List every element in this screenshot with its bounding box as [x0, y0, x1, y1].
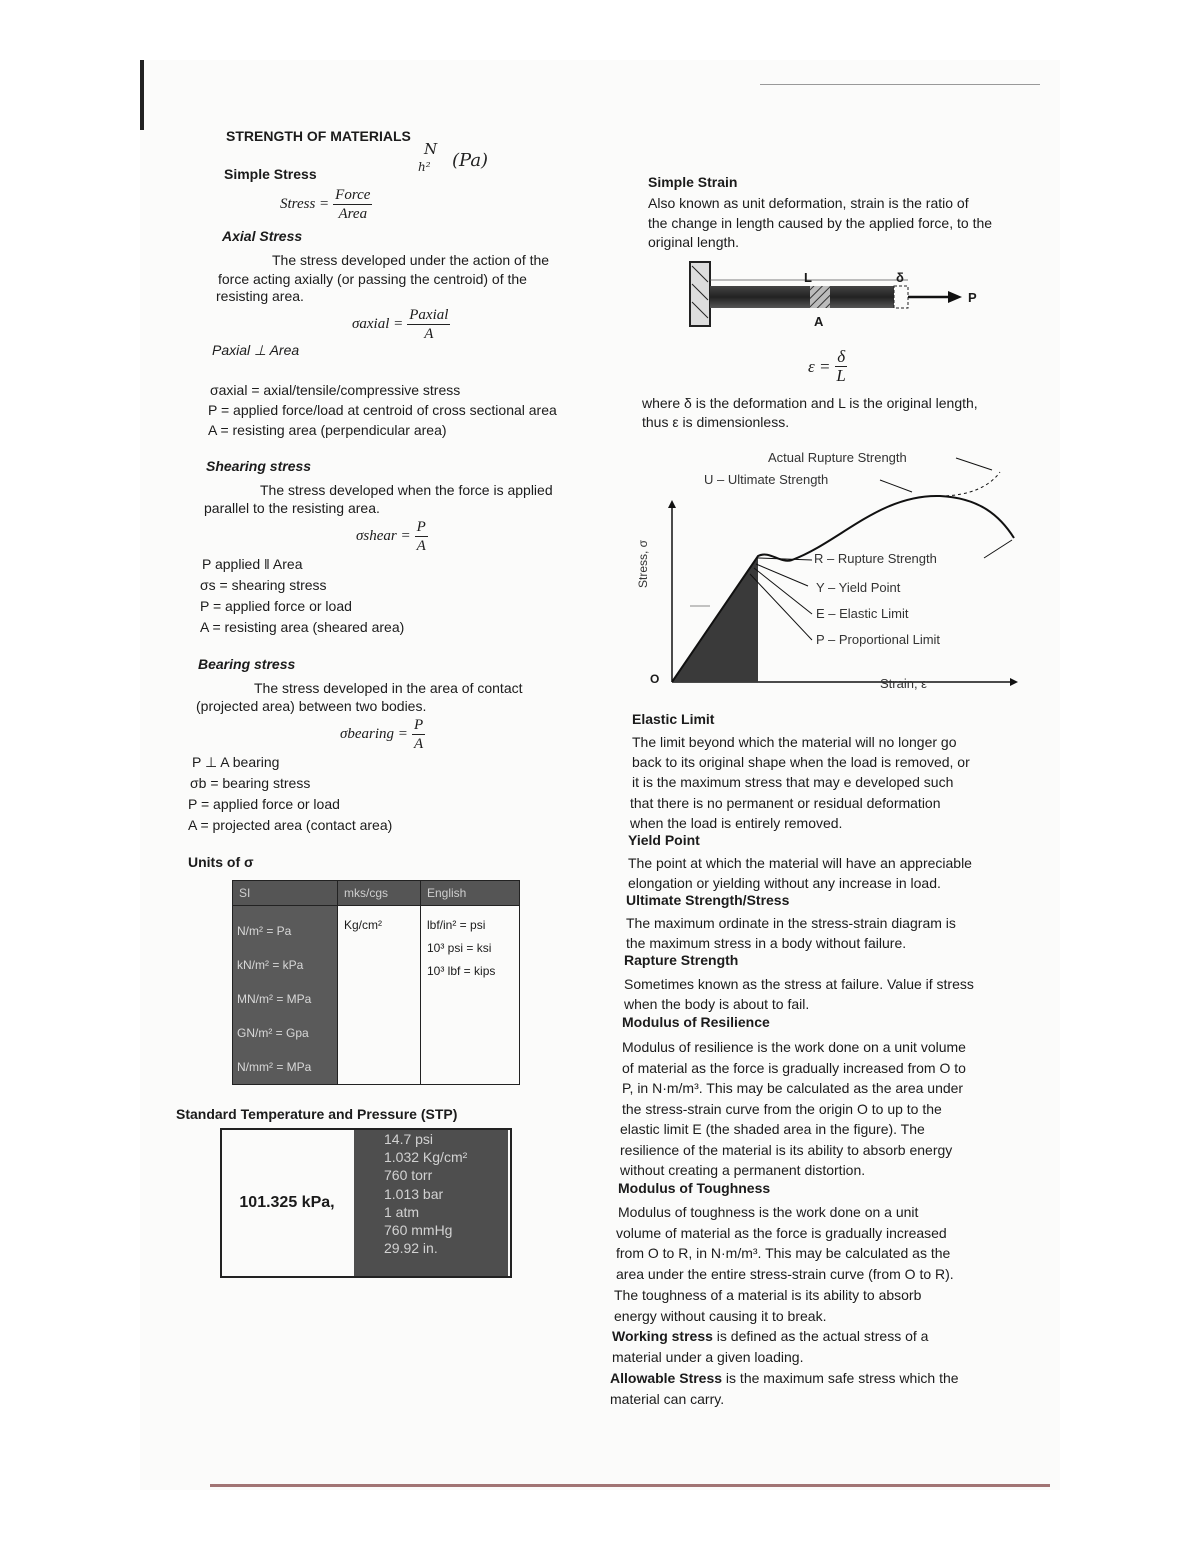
bar-section: [810, 286, 830, 308]
shear-def-3: P = applied force or load: [200, 598, 352, 614]
stp-box: [220, 1128, 512, 1278]
strain-formula-den: L: [836, 366, 846, 385]
units-header-english: English: [421, 881, 520, 906]
page-title: STRENGTH OF MATERIALS: [226, 128, 411, 144]
resilience-line-1: Modulus of resilience is the work done on a unit volume: [622, 1039, 966, 1055]
bearing-def-3: P = applied force or load: [188, 796, 340, 812]
x-axis-arrow-icon: [1010, 678, 1018, 686]
toughness-heading: Modulus of Toughness: [618, 1180, 771, 1196]
bar-label-P: P: [968, 290, 977, 305]
working-stress-term: Working stress: [612, 1328, 713, 1344]
bearing-def-2: σb = bearing stress: [190, 775, 311, 791]
resilience-line-5: elastic limit E (the shaded area in the figure). The: [620, 1121, 925, 1137]
binding-edge: [140, 60, 144, 130]
axial-def-1: σaxial = axial/tensile/compressive stress: [210, 382, 461, 398]
axial-perp: Paxial ⊥ Area: [212, 342, 300, 358]
yield-line-1: The point at which the material will have an appreciable: [628, 855, 972, 871]
label-elastic: E – Elastic Limit: [816, 606, 909, 621]
units-si-2: kN/m² = kPa: [237, 958, 304, 972]
stress-strain-diagram: [640, 446, 1030, 696]
allowable-stress-rest: is the maximum safe stress which the: [722, 1370, 959, 1386]
bearing-heading: Bearing stress: [198, 656, 296, 672]
y-axis-arrow-icon: [668, 500, 676, 508]
ultimate-heading: Ultimate Strength/Stress: [626, 892, 790, 908]
stp-eq-4: 1.013 bar: [384, 1185, 444, 1202]
shear-def-4: A = resisting area (sheared area): [200, 619, 405, 635]
units-table: [232, 880, 520, 1085]
bar-label-A: A: [814, 314, 824, 329]
strain-where-1: where δ is the deformation and L is the original length,: [642, 395, 978, 411]
units-header-mks: mks/cgs: [338, 881, 421, 906]
elastic-limit-heading: Elastic Limit: [632, 711, 715, 727]
working-stress-rest: is defined as the actual stress of a: [712, 1328, 929, 1344]
bearing-desc-1: The stress developed in the area of contact: [254, 680, 523, 696]
elastic-line-3: it is the maximum stress that may e developed such: [632, 774, 954, 790]
label-rupture: R – Rupture Strength: [814, 551, 937, 566]
axial-desc-1: The stress developed under the action of the: [272, 252, 550, 268]
strain-where-2: thus ε is dimensionless.: [642, 414, 790, 430]
stp-equivalents: [354, 1130, 508, 1276]
units-header-si: SI: [233, 881, 338, 906]
stp-eq-2: 1.032 Kg/cm²: [384, 1149, 468, 1166]
strain-formula-num: δ: [837, 347, 846, 366]
actual-rupture-curve: [940, 472, 1000, 496]
strain-formula-lhs: ε =: [808, 356, 831, 376]
elastic-line-1: The limit beyond which the material will no longer go: [632, 734, 957, 750]
resilience-line-6: resilience of the material is its ability to absorb energy: [620, 1142, 953, 1158]
bearing-formula-num: P: [413, 717, 424, 733]
stp-heading: Standard Temperature and Pressure (STP): [176, 1106, 458, 1122]
elastic-line-5: when the load is entirely removed.: [630, 815, 843, 831]
resilience-line-3: P, in N·m/m³. This may be calculated as the area under: [622, 1080, 964, 1096]
units-si-5: N/mm² = MPa: [237, 1060, 312, 1074]
stress-formula-den: Area: [338, 206, 368, 222]
stress-formula-num: Force: [335, 187, 371, 203]
axial-desc-3: resisting area.: [216, 288, 304, 304]
strain-desc-3: original length.: [648, 234, 740, 250]
stp-eq-3: 760 torr: [384, 1167, 433, 1184]
shear-heading: Shearing stress: [206, 458, 312, 474]
diagram-xlabel: Strain, ε: [880, 676, 927, 691]
toughness-line-4: area under the entire stress-strain curve (from O to R).: [616, 1266, 954, 1282]
label-proportional: P – Proportional Limit: [816, 632, 941, 647]
units-heading: Units of σ: [188, 854, 254, 870]
bearing-def-4: A = projected area (contact area): [188, 817, 393, 833]
units-si-4: GN/m² = Gpa: [237, 1026, 309, 1040]
ultimate-line-1: The maximum ordinate in the stress-strain diagram is: [626, 915, 956, 931]
bar-elongation: [894, 286, 908, 308]
axial-formula-lhs: σaxial =: [352, 316, 404, 332]
elastic-line-2: back to its original shape when the load is removed, or: [632, 754, 970, 770]
axial-desc-2: force acting axially (or passing the centroid) of the: [218, 271, 527, 287]
bar-label-delta: δ: [896, 270, 904, 285]
units-si-3: MN/m² = MPa: [237, 992, 312, 1006]
axial-formula-num: Paxial: [409, 307, 449, 323]
units-si-1: N/m² = Pa: [237, 924, 292, 938]
allowable-stress-line-1: [610, 1368, 959, 1388]
working-stress-line-1: [612, 1326, 928, 1346]
shear-desc-2: parallel to the resisting area.: [204, 500, 380, 516]
toughness-line-5: The toughness of a material is its ability to absorb: [614, 1287, 922, 1303]
units-english-2: 10³ psi = ksi: [427, 941, 492, 955]
resilience-heading: Modulus of Resilience: [622, 1014, 770, 1030]
toughness-line-3: from O to R, in N·m/m³. This may be calculated as the: [616, 1245, 951, 1261]
toughness-line-6: energy without causing it to break.: [614, 1308, 827, 1324]
stp-eq-5: 1 atm: [384, 1203, 420, 1220]
axial-formula: [352, 306, 450, 343]
rapture-heading: Rapture Strength: [624, 952, 739, 968]
shear-def-1: P applied ‖ Area: [202, 556, 303, 572]
label-yield: Y – Yield Point: [816, 580, 901, 595]
allowable-stress-term: Allowable Stress: [610, 1370, 723, 1386]
ultimate-line-2: the maximum stress in a body without failure.: [626, 935, 907, 951]
shear-desc-1: The stress developed when the force is applied: [260, 482, 553, 498]
bearing-formula: [340, 716, 425, 753]
resilience-line-4: the stress-strain curve from the origin O to up to the: [622, 1101, 942, 1117]
yield-point-heading: Yield Point: [628, 832, 700, 848]
units-mks: Kg/cm²: [344, 918, 383, 932]
shear-formula-num: P: [416, 519, 426, 535]
units-mks-cell: [338, 906, 421, 1085]
bar-diagram: [680, 258, 990, 334]
hand-note-n: N: [424, 140, 438, 158]
bar-label-L: L: [804, 270, 812, 285]
bearing-formula-lhs: σbearing =: [340, 726, 408, 742]
rapture-line-2: when the body is about to fail.: [624, 996, 810, 1012]
toughness-line-1: Modulus of toughness is the work done on a unit: [618, 1204, 919, 1220]
bearing-desc-2: (projected area) between two bodies.: [196, 698, 427, 714]
strain-formula: [808, 348, 848, 385]
strain-desc-2: the change in length caused by the applied force, to the: [648, 215, 993, 231]
stress-formula-lhs: Stress =: [280, 196, 330, 212]
axial-def-3: A = resisting area (perpendicular area): [208, 422, 447, 438]
units-english-1: lbf/in² = psi: [427, 918, 486, 932]
bearing-formula-den: A: [413, 736, 424, 752]
units-si-cell: [233, 906, 338, 1085]
strain-desc-1: Also known as unit deformation, strain is the ratio of: [648, 195, 969, 211]
label-actual-rupture: Actual Rupture Strength: [768, 450, 907, 465]
simple-strain-heading: Simple Strain: [648, 174, 738, 190]
shear-formula-lhs: σshear =: [356, 528, 411, 544]
elastic-line-4: that there is no permanent or residual deformation: [630, 795, 941, 811]
stp-value: 101.325 kPa,: [239, 1194, 335, 1211]
axial-def-2: P = applied force/load at centroid of cross sectional area: [208, 402, 557, 418]
sheet-top-edge: [760, 84, 1040, 85]
working-stress-line-2: material under a given loading.: [612, 1349, 804, 1365]
rapture-line-1: Sometimes known as the stress at failure. Value if stress: [624, 976, 974, 992]
axial-formula-den: A: [424, 326, 434, 342]
label-ultimate: U – Ultimate Strength: [704, 472, 829, 487]
allowable-stress-line-2: material can carry.: [610, 1391, 725, 1407]
bar-rod: [710, 286, 894, 308]
yield-line-2: elongation or yielding without any increase in load.: [628, 875, 941, 891]
units-english-3: 10³ lbf = kips: [427, 964, 496, 978]
units-english-cell: [421, 906, 520, 1085]
resilience-line-2: of material as the force is gradually increased from O to: [622, 1060, 966, 1076]
stp-eq-6: 760 mmHg: [384, 1221, 453, 1238]
simple-stress-heading: Simple Stress: [224, 166, 317, 182]
force-arrow-icon: [948, 291, 962, 303]
diagram-origin: O: [650, 672, 660, 686]
stress-formula: [280, 186, 372, 223]
bearing-def-1: P ⊥ A bearing: [192, 754, 280, 770]
axial-stress-heading: Axial Stress: [222, 228, 303, 244]
toughness-line-2: volume of material as the force is gradually increased: [616, 1225, 947, 1241]
diagram-ylabel: Stress, σ: [636, 539, 650, 588]
stp-eq-7: 29.92 in.: [384, 1240, 438, 1257]
sheet-bottom-edge: [210, 1484, 1050, 1487]
shear-def-2: σs = shearing stress: [200, 577, 327, 593]
hand-note-pa: (Pa): [452, 150, 489, 171]
shear-formula: [356, 518, 428, 555]
hand-note-h2: h²: [418, 160, 431, 174]
shear-formula-den: A: [416, 538, 426, 554]
stp-eq-1: 14.7 psi: [384, 1131, 434, 1147]
resilience-line-7: without creating a permanent distortion.: [620, 1162, 866, 1178]
